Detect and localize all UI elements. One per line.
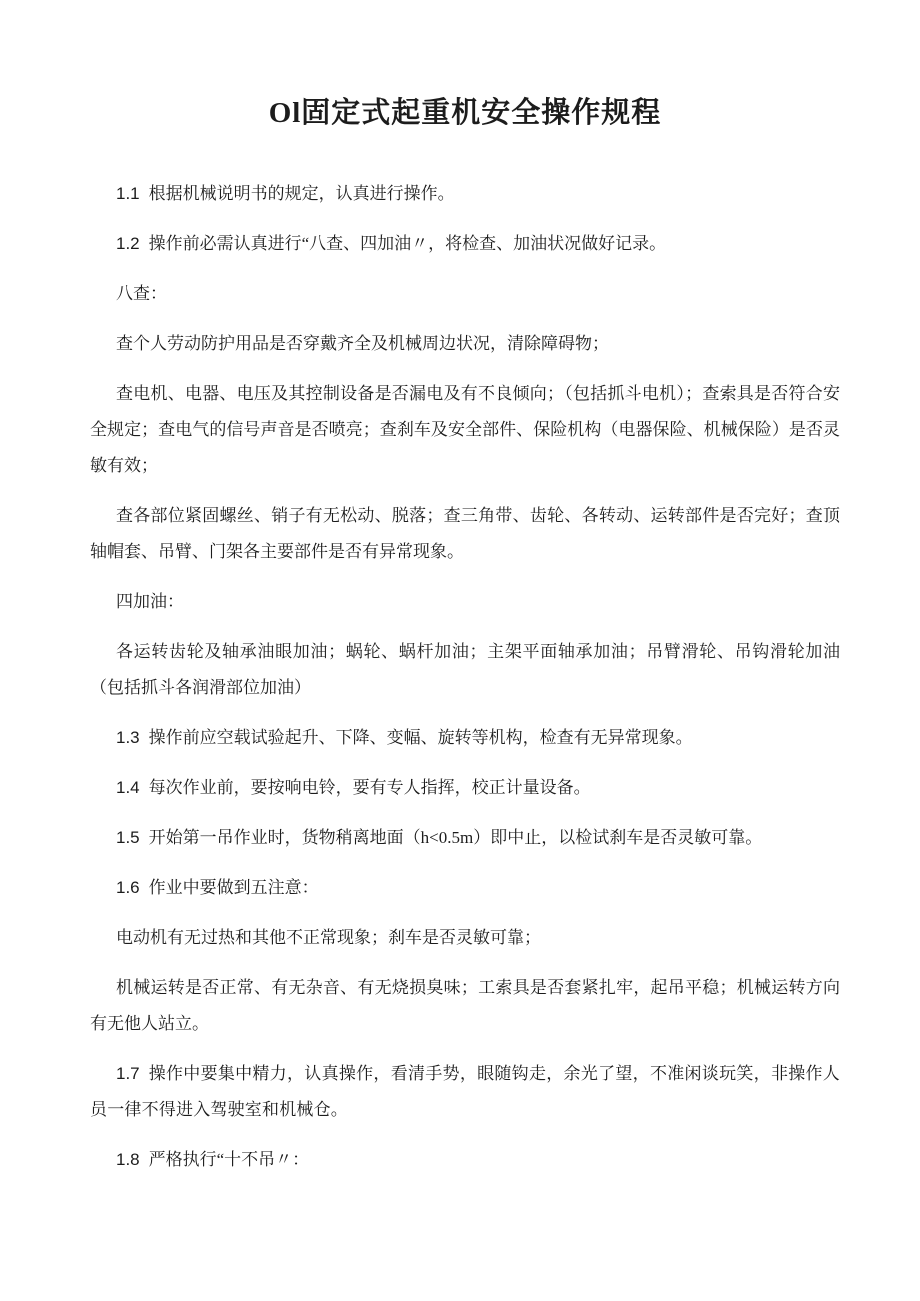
paragraph-text: 八查： <box>116 284 167 303</box>
paragraph <box>90 920 840 956</box>
paragraph-text: 各运转齿轮及轴承油眼加油；蜗轮、蜗杆加油；主架平面轴承加油；吊臂滑轮、吊钩滑轮加油（包括抓斗各润滑部位加油） <box>90 642 840 697</box>
paragraph <box>90 376 840 484</box>
paragraph <box>90 326 840 362</box>
paragraph <box>90 770 840 806</box>
paragraph-text: 根据机械说明书的规定，认真进行操作。 <box>148 184 455 203</box>
clause-number: 1.2 <box>116 234 140 253</box>
paragraph-text: 电动机有无过热和其他不正常现象；刹车是否灵敏可靠； <box>116 928 541 947</box>
paragraph-text: 查各部位紧固螺丝、销子有无松动、脱落；查三角带、齿轮、各转动、运转部件是否完好；查顶轴帽套、吊臂、门架各主要部件是否有异常现象。 <box>90 506 840 561</box>
clause-number: 1.7 <box>116 1064 140 1083</box>
paragraph <box>90 498 840 570</box>
paragraph <box>90 226 840 262</box>
paragraph <box>90 1056 840 1128</box>
paragraph <box>90 820 840 856</box>
paragraph-text: 查电机、电器、电压及其控制设备是否漏电及有不良倾向；（包括抓斗电机）；查索具是否符合安全规定；查电气的信号声音是否喷亮；查刹车及安全部件、保险机构（电器保险、机械保险）是否灵敏有效； <box>90 384 840 475</box>
clause-number: 1.6 <box>116 878 140 897</box>
paragraph-text: 查个人劳动防护用品是否穿戴齐全及机械周边状况，清除障碍物； <box>116 334 609 353</box>
clause-number: 1.1 <box>116 184 140 203</box>
paragraph-text: 操作前必需认真进行“八查、四加油〃，将检查、加油状况做好记录。 <box>148 234 667 253</box>
paragraph <box>90 634 840 706</box>
paragraph-text: 操作前应空载试验起升、下降、变幅、旋转等机构，检查有无异常现象。 <box>148 728 693 747</box>
clause-number: 1.8 <box>116 1150 140 1169</box>
paragraph <box>90 1142 840 1178</box>
paragraph <box>90 176 840 212</box>
paragraph <box>90 720 840 756</box>
clause-number: 1.4 <box>116 778 140 797</box>
clause-number: 1.3 <box>116 728 140 747</box>
paragraph-text: 每次作业前，要按响电铃，要有专人指挥，校正计量设备。 <box>148 778 591 797</box>
paragraph-text: 四加油： <box>116 592 184 611</box>
document-title: Ol固定式起重机安全操作规程 <box>268 97 662 129</box>
paragraph <box>90 870 840 906</box>
paragraph <box>90 584 840 620</box>
paragraph-text: 严格执行“十不吊〃： <box>148 1150 310 1169</box>
paragraph-text: 作业中要做到五注意： <box>148 878 319 897</box>
clause-number: 1.5 <box>116 828 140 847</box>
paragraph <box>90 970 840 1042</box>
paragraph <box>90 276 840 312</box>
paragraph-text: 操作中要集中精力，认真操作，看清手势，眼随钩走，余光了望，不准闲谈玩笑，非操作人员一律不得进入驾驶室和机械仓。 <box>90 1064 840 1119</box>
paragraph-text: 开始第一吊作业时，货物稍离地面（h<0.5m）即中止，以检试刹车是否灵敏可靠。 <box>148 828 763 847</box>
paragraph-text: 机械运转是否正常、有无杂音、有无烧损臭味；工索具是否套紧扎牢，起吊平稳；机械运转方向有无他人站立。 <box>90 978 840 1033</box>
